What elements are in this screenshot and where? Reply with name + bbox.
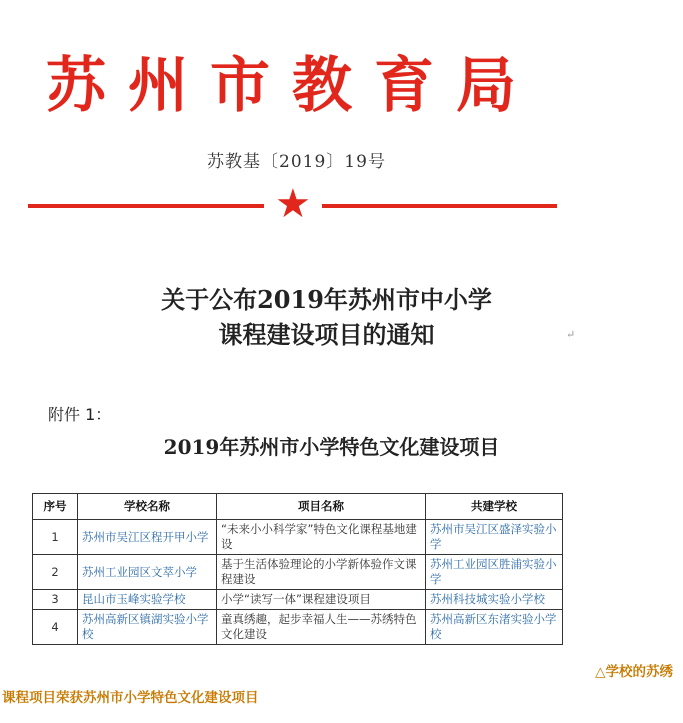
caption-line1: △学校的苏绣 <box>595 664 673 680</box>
table-row <box>33 520 563 555</box>
row-no: 3 <box>33 590 78 610</box>
notice-title-line1: 关于公布2019年苏州市中小学 <box>161 285 492 314</box>
table-row <box>33 590 563 610</box>
return-mark-icon: ↵ <box>566 328 576 341</box>
row-project: 小学“读写一体”课程建设项目 <box>217 590 426 610</box>
table-row <box>33 610 563 645</box>
document-number: 苏教基〔2019〕19号 <box>207 152 386 172</box>
image-crop-edge <box>32 652 576 672</box>
row-project: 基于生活体验理论的小学新体验作文课程建设 <box>217 555 426 590</box>
table-row <box>33 555 563 590</box>
project-table <box>32 493 563 645</box>
row-partner: 苏州科技城实验小学校 <box>426 590 563 610</box>
row-partner: 苏州市吴江区盛泽实验小学 <box>426 520 563 555</box>
row-project: “未来小小科学家”特色文化课程基地建设 <box>217 520 426 555</box>
row-no: 4 <box>33 610 78 645</box>
row-no: 2 <box>33 555 78 590</box>
org-title: 苏州市教育局 <box>46 51 538 121</box>
row-school: 苏州工业园区文萃小学 <box>78 555 217 590</box>
header-school: 学校名称 <box>78 494 217 520</box>
header-no: 序号 <box>33 494 78 520</box>
notice-title-line2: 课程建设项目的通知 <box>218 320 435 349</box>
attachment-label: 附件 1： <box>48 405 112 424</box>
row-no: 1 <box>33 520 78 555</box>
row-partner: 苏州高新区东渚实验小学校 <box>426 610 563 645</box>
red-divider-right <box>322 204 557 208</box>
table-header-row <box>33 494 563 520</box>
header-project: 项目名称 <box>217 494 426 520</box>
header-partner: 共建学校 <box>426 494 563 520</box>
attachment-subtitle: 2019年苏州市小学特色文化建设项目 <box>163 435 500 459</box>
row-school: 苏州市吴江区程开甲小学 <box>78 520 217 555</box>
red-divider-left <box>28 204 264 208</box>
row-project: 童真绣趣，起步幸福人生——苏绣特色文化建设 <box>217 610 426 645</box>
row-partner: 苏州工业园区胜浦实验小学 <box>426 555 563 590</box>
star-icon: ★ <box>275 181 311 227</box>
row-school: 昆山市玉峰实验学校 <box>78 590 217 610</box>
caption-line2: 课程项目荣获苏州市小学特色文化建设项目 <box>2 690 259 706</box>
row-school: 苏州高新区镇湖实验小学校 <box>78 610 217 645</box>
